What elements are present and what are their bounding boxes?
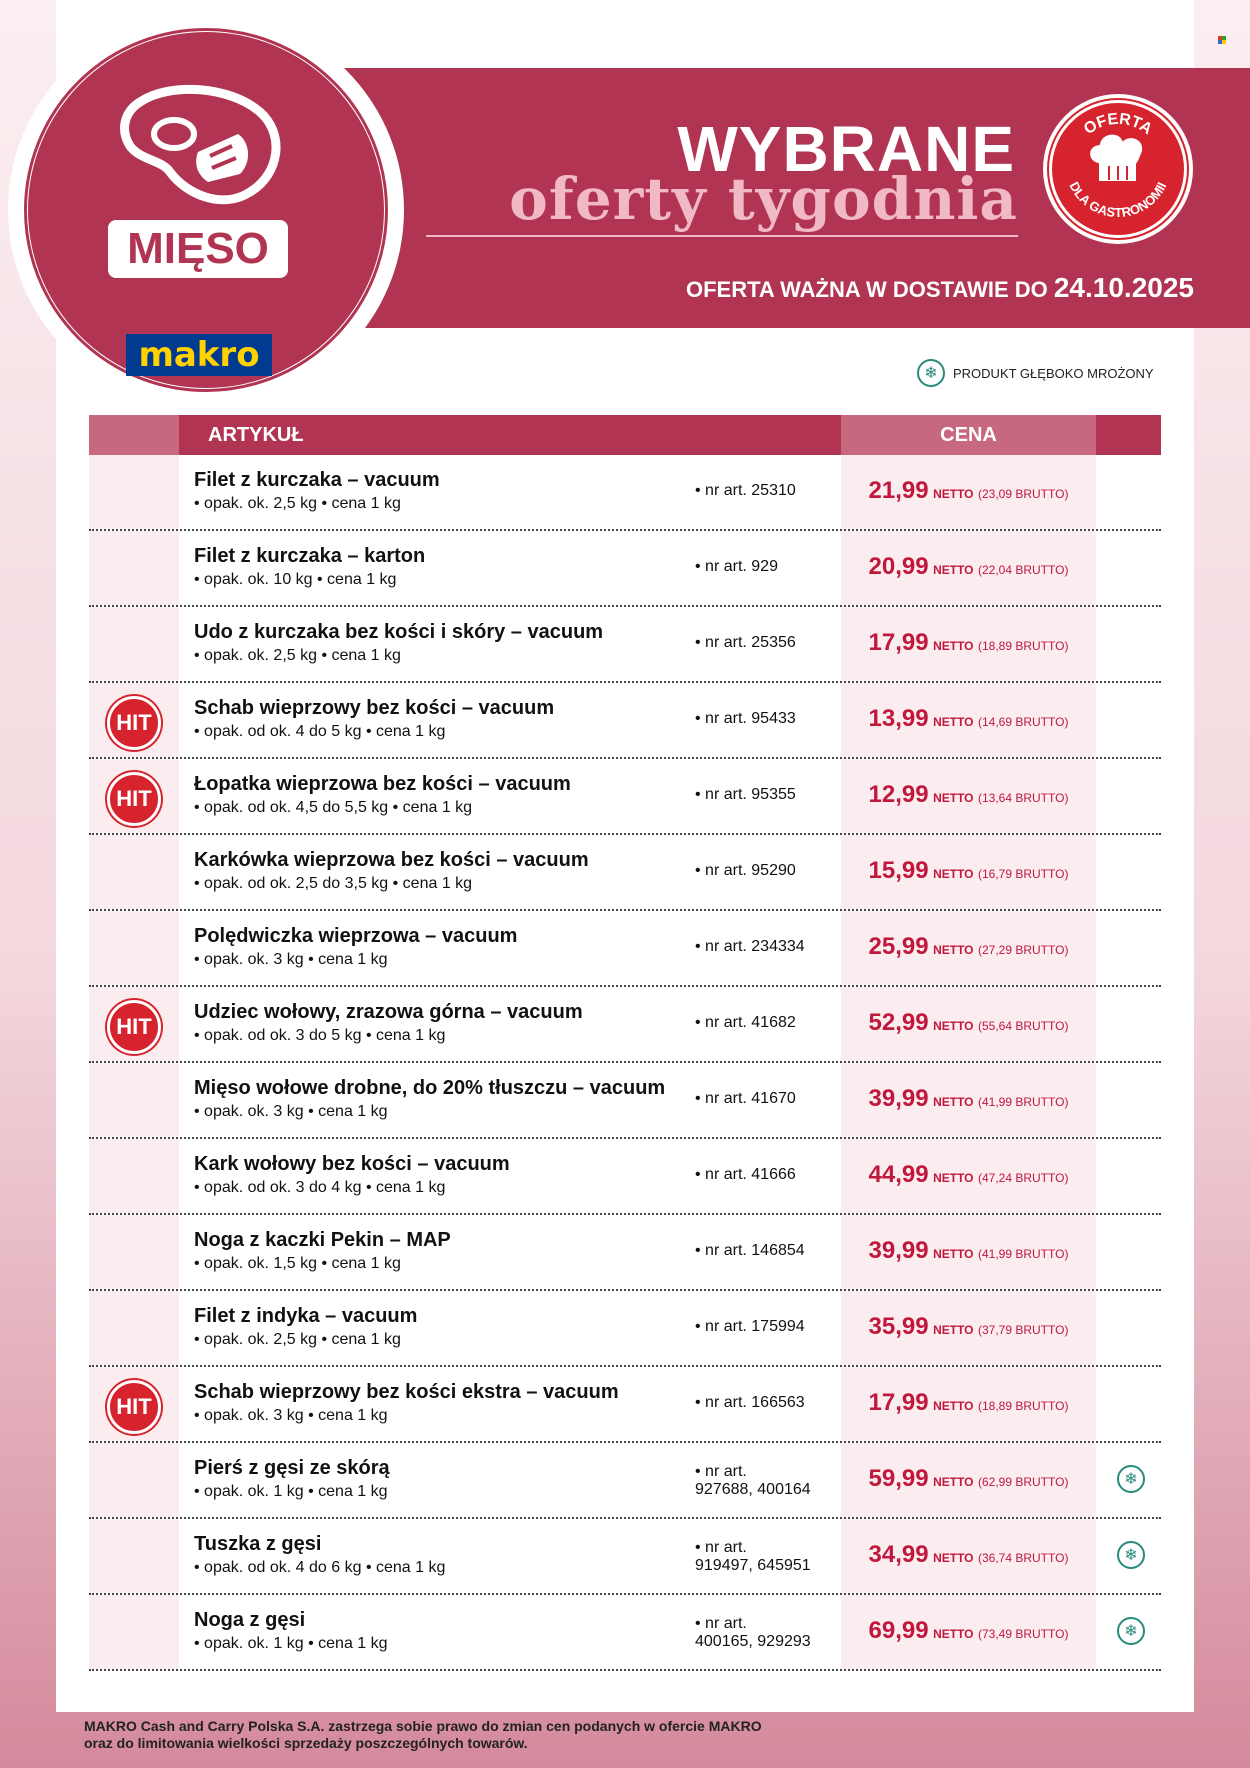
price-netto-value: 17,99 bbox=[868, 629, 929, 656]
article-number: • nr art. 95290 bbox=[695, 862, 796, 879]
article-number: • nr art. 95433 bbox=[695, 710, 796, 727]
price-block bbox=[841, 705, 1096, 733]
price-brutto: (73,49 BRUTTO) bbox=[977, 1627, 1069, 1641]
validity-text: OFERTA WAŻNA W DOSTAWIE DO bbox=[685, 277, 1048, 302]
price-block bbox=[841, 1237, 1096, 1265]
table-row bbox=[89, 1291, 1161, 1367]
price-brutto: (18,89 BRUTTO) bbox=[977, 1399, 1069, 1413]
price-brutto: (36,74 BRUTTO) bbox=[977, 1551, 1069, 1565]
title-underline bbox=[426, 235, 1018, 237]
netto-label: NETTO bbox=[933, 1551, 974, 1565]
product-name: Kark wołowy bez kości – vacuum bbox=[194, 1153, 510, 1175]
product-package-info: • opak. ok. 3 kg • cena 1 kg bbox=[194, 1103, 388, 1120]
hit-badge: HIT bbox=[107, 1380, 161, 1434]
product-name: Polędwiczka wieprzowa – vacuum bbox=[194, 925, 518, 947]
title-oferty-tygodnia: oferty tygodnia bbox=[509, 165, 1018, 233]
price-netto-value: 25,99 bbox=[868, 933, 929, 960]
price-block bbox=[841, 1313, 1096, 1341]
makro-logo: makro bbox=[126, 334, 272, 376]
product-name: Filet z indyka – vacuum bbox=[194, 1305, 418, 1327]
price-brutto: (14,69 BRUTTO) bbox=[977, 715, 1069, 729]
hit-badge: HIT bbox=[107, 772, 161, 826]
price-netto-value: 44,99 bbox=[868, 1161, 929, 1188]
gastronomy-offer-badge bbox=[1043, 94, 1193, 244]
price-block bbox=[841, 933, 1096, 961]
price-block bbox=[841, 1389, 1096, 1417]
price-block bbox=[841, 629, 1096, 657]
netto-label: NETTO bbox=[933, 1399, 974, 1413]
product-package-info: • opak. od ok. 2,5 do 3,5 kg • cena 1 kg bbox=[194, 875, 473, 892]
product-package-info: • opak. ok. 2,5 kg • cena 1 kg bbox=[194, 647, 401, 664]
price-brutto: (55,64 BRUTTO) bbox=[977, 1019, 1069, 1033]
price-brutto: (27,29 BRUTTO) bbox=[977, 943, 1069, 957]
product-name: Filet z kurczaka – vacuum bbox=[194, 469, 440, 491]
price-block bbox=[841, 857, 1096, 885]
row-left-pad bbox=[89, 455, 179, 529]
article-number: • nr art. 175994 bbox=[695, 1318, 805, 1335]
column-header-price: CENA bbox=[940, 424, 997, 446]
product-name: Schab wieprzowy bez kości ekstra – vacuum bbox=[194, 1381, 619, 1403]
price-brutto: (18,89 BRUTTO) bbox=[977, 639, 1069, 653]
netto-label: NETTO bbox=[933, 791, 974, 805]
product-package-info: • opak. od ok. 3 do 5 kg • cena 1 kg bbox=[194, 1027, 446, 1044]
row-left-pad bbox=[89, 1139, 179, 1213]
price-brutto: (62,99 BRUTTO) bbox=[977, 1475, 1069, 1489]
article-number: • nr art. 41666 bbox=[695, 1166, 796, 1183]
price-netto-value: 21,99 bbox=[868, 477, 929, 504]
table-row bbox=[89, 607, 1161, 683]
price-brutto: (41,99 BRUTTO) bbox=[977, 1247, 1069, 1261]
product-package-info: • opak. ok. 1 kg • cena 1 kg bbox=[194, 1635, 388, 1652]
article-number: • nr art. 25310 bbox=[695, 482, 796, 499]
price-netto-value: 12,99 bbox=[868, 781, 929, 808]
footer-line-1: MAKRO Cash and Carry Polska S.A. zastrzega sobie prawo do zmian cen podanych w ofercie MAKRO bbox=[84, 1718, 762, 1734]
product-package-info: • opak. od ok. 4 do 6 kg • cena 1 kg bbox=[194, 1559, 446, 1576]
product-name: Łopatka wieprzowa bez kości – vacuum bbox=[194, 773, 571, 795]
product-package-info: • opak. od ok. 4,5 do 5,5 kg • cena 1 kg bbox=[194, 799, 473, 816]
article-number: • nr art. 919497, 645951 bbox=[695, 1539, 811, 1574]
price-netto-value: 52,99 bbox=[868, 1009, 929, 1036]
steak-icon bbox=[110, 82, 300, 222]
row-left-pad bbox=[89, 607, 179, 681]
hit-badge: HIT bbox=[107, 696, 161, 750]
price-block bbox=[841, 1617, 1096, 1645]
price-netto-value: 39,99 bbox=[868, 1085, 929, 1112]
netto-label: NETTO bbox=[933, 867, 974, 881]
price-brutto: (23,09 BRUTTO) bbox=[977, 487, 1069, 501]
validity-notice bbox=[686, 272, 1194, 304]
table-row bbox=[89, 1595, 1161, 1671]
row-left-pad bbox=[89, 1595, 179, 1669]
table-row bbox=[89, 911, 1161, 987]
price-brutto: (41,99 BRUTTO) bbox=[977, 1095, 1069, 1109]
table-header-pad bbox=[89, 415, 179, 455]
table-row bbox=[89, 683, 1161, 759]
price-block bbox=[841, 781, 1096, 809]
product-package-info: • opak. od ok. 3 do 4 kg • cena 1 kg bbox=[194, 1179, 446, 1196]
row-left-pad bbox=[89, 835, 179, 909]
product-package-info: • opak. ok. 10 kg • cena 1 kg bbox=[194, 571, 397, 588]
netto-label: NETTO bbox=[933, 1627, 974, 1641]
row-left-pad bbox=[89, 1063, 179, 1137]
price-netto-value: 20,99 bbox=[868, 553, 929, 580]
product-list bbox=[89, 455, 1161, 1671]
table-row bbox=[89, 987, 1161, 1063]
product-name: Udziec wołowy, zrazowa górna – vacuum bbox=[194, 1001, 583, 1023]
table-header bbox=[89, 415, 1161, 455]
frozen-snowflake-icon: ❄ bbox=[1117, 1617, 1145, 1645]
product-package-info: • opak. ok. 2,5 kg • cena 1 kg bbox=[194, 1331, 401, 1348]
netto-label: NETTO bbox=[933, 563, 974, 577]
price-brutto: (13,64 BRUTTO) bbox=[977, 791, 1069, 805]
table-row bbox=[89, 1367, 1161, 1443]
column-header-article: ARTYKUŁ bbox=[208, 424, 304, 446]
title-wybrane: WYBRANE bbox=[677, 113, 1015, 185]
netto-label: NETTO bbox=[933, 1171, 974, 1185]
hit-badge: HIT bbox=[107, 1000, 161, 1054]
article-number: • nr art. 146854 bbox=[695, 1242, 805, 1259]
netto-label: NETTO bbox=[933, 1475, 974, 1489]
article-number: • nr art. 929 bbox=[695, 558, 778, 575]
product-package-info: • opak. ok. 1,5 kg • cena 1 kg bbox=[194, 1255, 401, 1272]
price-brutto: (22,04 BRUTTO) bbox=[977, 563, 1069, 577]
snowflake-icon: ❄ bbox=[917, 359, 945, 387]
badge-text-bottom: DLA GASTRONOMII bbox=[1066, 179, 1170, 221]
table-row bbox=[89, 1063, 1161, 1139]
table-row bbox=[89, 759, 1161, 835]
table-row bbox=[89, 455, 1161, 531]
product-name: Filet z kurczaka – karton bbox=[194, 545, 426, 567]
price-brutto: (37,79 BRUTTO) bbox=[977, 1323, 1069, 1337]
product-package-info: • opak. ok. 3 kg • cena 1 kg bbox=[194, 951, 388, 968]
row-left-pad bbox=[89, 911, 179, 985]
netto-label: NETTO bbox=[933, 1019, 974, 1033]
price-block bbox=[841, 1009, 1096, 1037]
price-block bbox=[841, 1161, 1096, 1189]
price-brutto: (16,79 BRUTTO) bbox=[977, 867, 1069, 881]
product-package-info: • opak. ok. 3 kg • cena 1 kg bbox=[194, 1407, 388, 1424]
badge-text-top: OFERTA bbox=[1080, 110, 1156, 139]
netto-label: NETTO bbox=[933, 715, 974, 729]
frozen-snowflake-icon: ❄ bbox=[1117, 1465, 1145, 1493]
netto-label: NETTO bbox=[933, 639, 974, 653]
product-name: Pierś z gęsi ze skórą bbox=[194, 1457, 390, 1479]
price-brutto: (47,24 BRUTTO) bbox=[977, 1171, 1069, 1185]
corner-mark-icon bbox=[1218, 36, 1226, 44]
product-name: Karkówka wieprzowa bez kości – vacuum bbox=[194, 849, 589, 871]
row-left-pad bbox=[89, 1519, 179, 1593]
price-netto-value: 39,99 bbox=[868, 1237, 929, 1264]
product-name: Udo z kurczaka bez kości i skóry – vacuum bbox=[194, 621, 604, 643]
netto-label: NETTO bbox=[933, 943, 974, 957]
price-block bbox=[841, 1541, 1096, 1569]
table-row bbox=[89, 835, 1161, 911]
chef-hat-icon bbox=[1043, 94, 1193, 244]
price-netto-value: 59,99 bbox=[868, 1465, 929, 1492]
table-row bbox=[89, 531, 1161, 607]
legal-footer bbox=[84, 1718, 762, 1752]
article-number: • nr art. 400165, 929293 bbox=[695, 1615, 811, 1650]
product-name: Noga z kaczki Pekin – MAP bbox=[194, 1229, 451, 1251]
price-netto-value: 34,99 bbox=[868, 1541, 929, 1568]
article-number: • nr art. 41682 bbox=[695, 1014, 796, 1031]
table-row bbox=[89, 1139, 1161, 1215]
article-number: • nr art. 25356 bbox=[695, 634, 796, 651]
product-package-info: • opak. ok. 2,5 kg • cena 1 kg bbox=[194, 495, 401, 512]
row-left-pad bbox=[89, 531, 179, 605]
table-row bbox=[89, 1519, 1161, 1595]
price-netto-value: 17,99 bbox=[868, 1389, 929, 1416]
frozen-legend bbox=[917, 358, 1154, 388]
row-left-pad bbox=[89, 1215, 179, 1289]
table-row bbox=[89, 1215, 1161, 1291]
product-name: Schab wieprzowy bez kości – vacuum bbox=[194, 697, 555, 719]
product-package-info: • opak. ok. 1 kg • cena 1 kg bbox=[194, 1483, 388, 1500]
frozen-snowflake-icon: ❄ bbox=[1117, 1541, 1145, 1569]
frozen-legend-text: PRODUKT GŁĘBOKO MROŻONY bbox=[953, 365, 1154, 381]
price-block bbox=[841, 1465, 1096, 1493]
validity-date: 24.10.2025 bbox=[1053, 272, 1194, 303]
article-number: • nr art. 234334 bbox=[695, 938, 805, 955]
price-block bbox=[841, 553, 1096, 581]
product-name: Noga z gęsi bbox=[194, 1609, 306, 1631]
price-block bbox=[841, 477, 1096, 505]
row-left-pad bbox=[89, 1291, 179, 1365]
price-netto-value: 15,99 bbox=[868, 857, 929, 884]
article-number: • nr art. 166563 bbox=[695, 1394, 805, 1411]
netto-label: NETTO bbox=[933, 1247, 974, 1261]
svg-text:DLA GASTRONOMII bbox=[1066, 179, 1169, 220]
price-netto-value: 35,99 bbox=[868, 1313, 929, 1340]
footer-line-2: oraz do limitowania wielkości sprzedaży poszczególnych towarów. bbox=[84, 1735, 528, 1751]
netto-label: NETTO bbox=[933, 1323, 974, 1337]
price-block bbox=[841, 1085, 1096, 1113]
price-netto-value: 69,99 bbox=[868, 1617, 929, 1644]
category-label: MIĘSO bbox=[108, 220, 288, 278]
netto-label: NETTO bbox=[933, 1095, 974, 1109]
article-number: • nr art. 95355 bbox=[695, 786, 796, 803]
product-package-info: • opak. od ok. 4 do 5 kg • cena 1 kg bbox=[194, 723, 446, 740]
product-name: Tuszka z gęsi bbox=[194, 1533, 322, 1555]
table-row bbox=[89, 1443, 1161, 1519]
article-number: • nr art. 927688, 400164 bbox=[695, 1463, 811, 1498]
row-left-pad bbox=[89, 1443, 179, 1517]
product-name: Mięso wołowe drobne, do 20% tłuszczu – vacuum bbox=[194, 1077, 666, 1099]
price-netto-value: 13,99 bbox=[868, 705, 929, 732]
netto-label: NETTO bbox=[933, 487, 974, 501]
article-number: • nr art. 41670 bbox=[695, 1090, 796, 1107]
